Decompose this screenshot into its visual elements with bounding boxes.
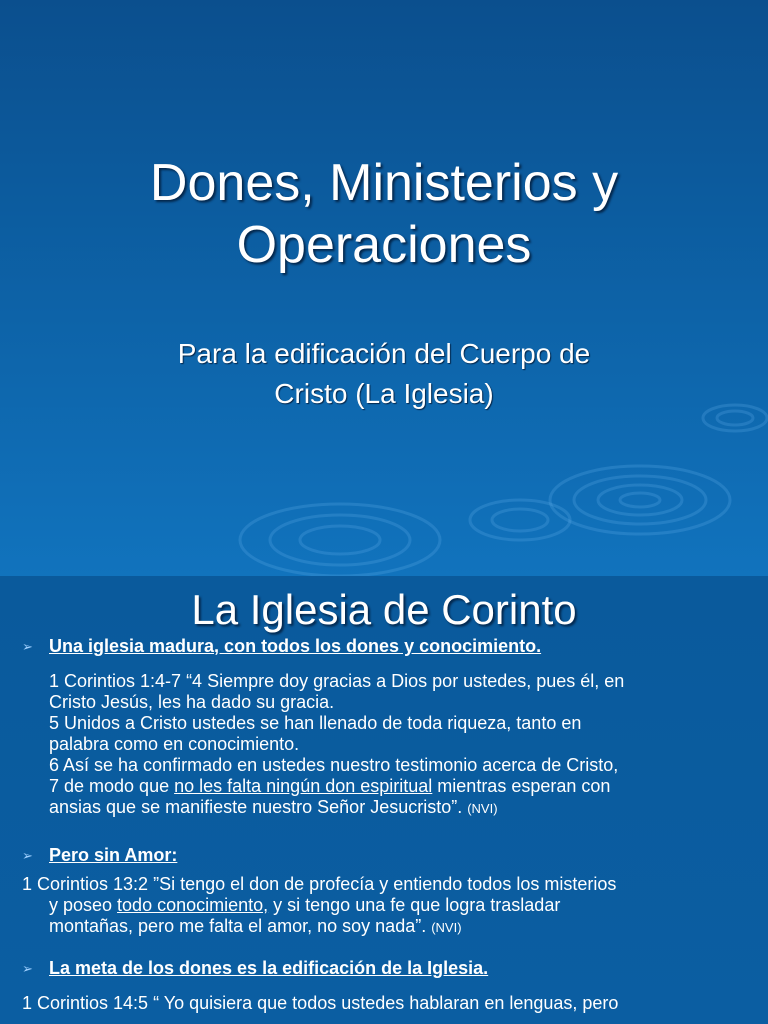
underlined-phrase: todo conocimiento, [117, 895, 269, 915]
verse-1-line: 6 Así se ha confirmado en ustedes nuestro testimonio acerca de Cristo, [49, 755, 619, 775]
slide-2-content [0, 636, 768, 1014]
verse-text: y poseo [49, 895, 118, 915]
arrowhead-bullet-icon: ➢ [22, 848, 33, 863]
bullet-item-1 [0, 636, 768, 657]
verse-3-line: 1 Corintios 14:5 “ Yo quisiera que todos ustedes hablaran en lenguas, pero [22, 993, 619, 1013]
verse-1-line: 5 Unidos a Cristo ustedes se han llenado de toda riqueza, tanto en [49, 713, 582, 733]
verse-1-line: 1 Corintios 1:4-7 “4 Siempre doy gracias a Dios por ustedes, pues él, en [49, 671, 625, 691]
slide-2-title: La Iglesia de Corinto [191, 586, 577, 633]
verse-block-1 [0, 671, 768, 819]
slide-1-title [0, 152, 768, 276]
verse-1-line: palabra como en conocimiento. [49, 734, 300, 754]
subtitle-line-1: Para la edificación del Cuerpo de [177, 338, 591, 369]
verse-text: ansias que se manifieste nuestro Señor Jesucristo”. [49, 797, 468, 817]
title-line-2: Operaciones [236, 216, 532, 274]
verse-1-line [49, 797, 768, 819]
verse-text: 7 de modo que [49, 776, 175, 796]
verse-text: montañas, pero me falta el amor, no soy nada”. [49, 916, 432, 936]
bullet-item-3 [0, 958, 768, 979]
slide-1-subtitle [0, 334, 768, 414]
title-line-1: Dones, Ministerios y [149, 154, 619, 212]
verse-1-line [49, 776, 768, 797]
verse-text: y si tengo una fe que logra trasladar [268, 895, 561, 915]
arrowhead-bullet-icon: ➢ [22, 639, 33, 654]
verse-block-3 [0, 993, 768, 1014]
verse-1-line: Cristo Jesús, les ha dado su gracia. [49, 692, 335, 712]
underlined-phrase: no les falta ningún don espiritual [174, 776, 433, 796]
bullet-3-text: La meta de los dones es la edificación de la Iglesia. [49, 958, 489, 978]
verse-2-line: 1 Corintios 13:2 ”Si tengo el don de profecía y entiendo todos los misterios [22, 874, 617, 894]
version-tag: (NVI) [431, 920, 462, 935]
bullet-1-text: Una iglesia madura, con todos los dones y conocimiento. [49, 636, 542, 656]
verse-block-2 [0, 874, 768, 938]
verse-text: mientras esperan con [432, 776, 611, 796]
bullet-2-text: Pero sin Amor: [49, 845, 178, 865]
verse-2-line [49, 916, 768, 938]
slide-2 [0, 576, 768, 1024]
version-tag: (NVI) [467, 801, 498, 816]
subtitle-line-2: Cristo (La Iglesia) [274, 378, 494, 409]
verse-2-line [49, 895, 768, 916]
bullet-item-2 [0, 845, 768, 866]
arrowhead-bullet-icon: ➢ [22, 961, 33, 976]
